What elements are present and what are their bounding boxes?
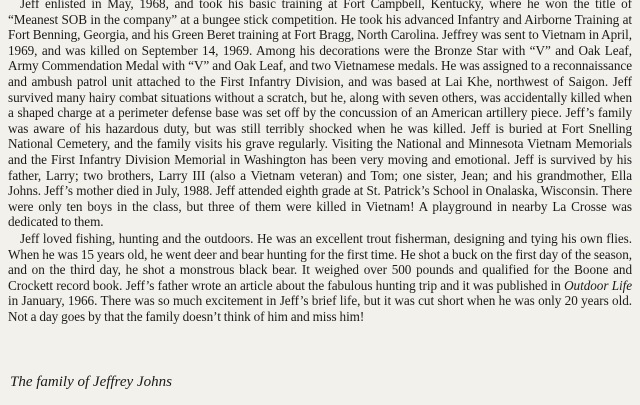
paragraph-text: Jeff loved fishing, hunting and the outdoors. He was an excellent trout fisherman, designing and tying his own flies. When he was 15 years old, he went deer and bear hunting for the first time. He shot a buck on the first day of the season, and on the third day, he shot a monstrous black bear. It weighed over 500 pounds and qualified for the Boone and Crockett record book. Jeff’s father wrote an article about the fabulous hunting trip and it was published in <box>8 230 632 293</box>
article-paragraph <box>8 231 632 325</box>
article-paragraph: Jeff enlisted in May, 1968, and took his basic training at Fort Campbell, Kentucky, where he won the title of “Meanest SOB in the company” at a bungee stick competition. He took his advanced Infantry and Airborne Training at Fort Benning, Georgia, and his Green Beret training at Fort Bragg, North Carolina. Jeffrey was sent to Vietnam in April, 1969, and was killed on September 14, 1969. Among his decorations were the Bronze Star with “V” and Oak Leaf, Army Commendation Medal with “V” and Oak Leaf, and two Vietnamese medals. He was assigned to a reconnaissance and ambush patrol unit attached to the First Infantry Division, and was based at Lai Khe, northwest of Saigon. Jeff survived many hairy combat situations without a scratch, but he, along with seven others, was accidentally killed when a shaped charge at a perimeter defense base was set off by the concussion of an American artillery piece. Jeff’s family was aware of his hazardous duty, but was still terribly shocked when he was killed. Jeff is buried at Fort Snelling National Cemetery, and the family visits his grave regularly. Visiting the National and Minnesota Vietnam Memorials and the First Infantry Division Memorial in Washington has been very moving and emotional. Jeff is survived by his father, Larry; two brothers, Larry III (also a Vietnam veteran) and Tom; one sister, Jean; and his grandmother, Ella Johns. Jeff’s mother died in July, 1988. Jeff attended eighth grade at St. Patrick’s School in Onalaska, Wisconsin. There were only ten boys in the class, but three of them were killed in Vietnam! A playground in nearby La Crosse was dedicated to them. <box>8 0 632 230</box>
photo-caption: The family of Jeffrey Johns <box>10 374 172 390</box>
magazine-title: Outdoor Life <box>564 277 633 293</box>
article-body <box>8 0 632 324</box>
paragraph-text: in January, 1966. There was so much excitement in Jeff’s brief life, but it was cut short when he was only 20 years old. Not a day goes by that the family doesn’t think of him and miss him! <box>8 293 632 324</box>
